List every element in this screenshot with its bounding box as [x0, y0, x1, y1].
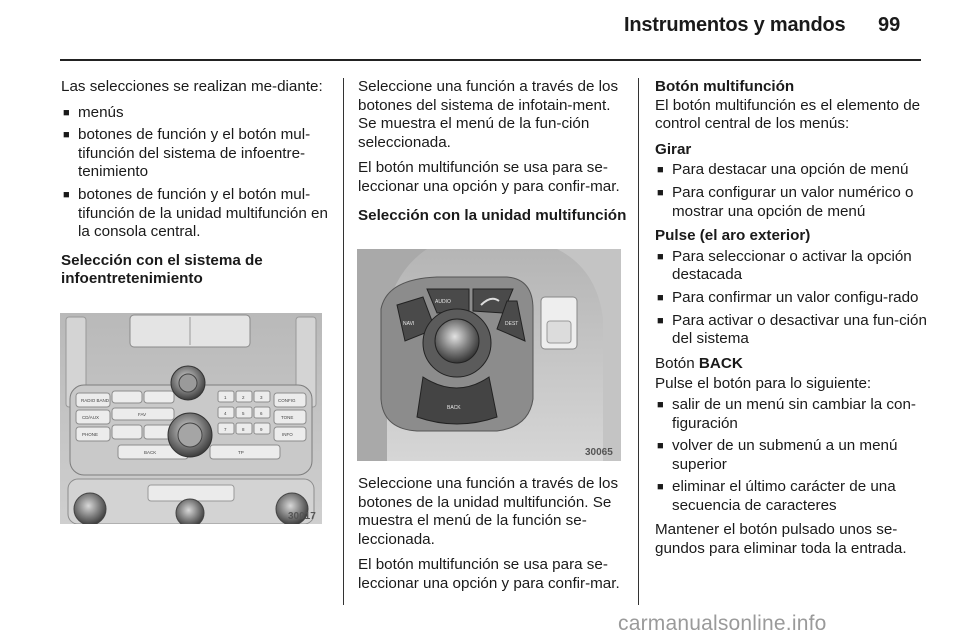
back-intro: Pulse el botón para lo siguiente:: [655, 375, 872, 393]
bullet-icon: ■: [657, 291, 664, 304]
pulse-label: Pulse (el aro exterior): [655, 227, 811, 245]
list-item-text: Para activar o desactivar una fun-ción del sistema: [672, 311, 927, 348]
infotainment-panel-figure: [60, 313, 322, 524]
preset-6-label: 6: [260, 411, 263, 416]
fav-label: FAV: [138, 412, 147, 417]
col2-paragraph: Seleccione una función a través de los botones de la unidad multifunción. Se muestra el menú de la función se-leccionada.: [358, 475, 619, 548]
list-item: [655, 312, 927, 349]
list-item: [655, 161, 927, 180]
col3-heading: Botón multifunción: [655, 78, 795, 95]
infotainment-panel-illustration: [60, 313, 322, 524]
girar-list: [655, 161, 927, 221]
col1-heading: Selección con el sistema de infoentretenimiento: [61, 251, 263, 288]
page-number: 99: [878, 14, 901, 36]
preset-8-label: 8: [242, 427, 245, 432]
tp-label: TP: [238, 450, 244, 455]
col2-paragraph: Seleccione una función a través de los botones del sistema de infotain-ment. Se muestra el menú de la fun-ción seleccionada.: [358, 78, 619, 151]
audio-button-label: AUDIO: [435, 299, 451, 305]
pulse-list: [655, 248, 927, 349]
list-item-text: Para configurar un valor numérico o mostrar una opción de menú: [672, 183, 914, 220]
col2-paragraph: El botón multifunción se usa para se-leccionar una opción y para confir-mar.: [358, 556, 620, 592]
header-rule: [60, 59, 921, 61]
dest-button-label: DEST: [505, 321, 519, 327]
list-item: [655, 289, 927, 308]
list-item-text: botones de función y el botón mul-tifunción del sistema de infoentre-tenimiento: [78, 126, 311, 181]
back-label: BACK: [144, 450, 157, 455]
col1-intro: Las selecciones se realizan me-diante:: [61, 78, 323, 95]
figure-number: 30065: [585, 447, 613, 458]
info-label: INFO: [282, 432, 293, 437]
navi-button-label: NAVI: [403, 321, 415, 327]
back-button-label: BACK: [447, 405, 461, 411]
list-item-text: Para seleccionar o activar la opción destacada: [672, 247, 912, 284]
list-item-text: eliminar el último carácter de una secuencia de caracteres: [672, 478, 896, 514]
back-list: [655, 396, 927, 516]
bullet-icon: ■: [657, 440, 664, 453]
list-item-text: volver de un submenú a un menú superior: [672, 437, 898, 473]
column-2: [358, 78, 628, 232]
radio-band-label: RADIO BAND: [81, 398, 110, 403]
preset-9-label: 9: [260, 427, 263, 432]
bullet-icon: ■: [657, 186, 664, 199]
column-2-lower: [358, 475, 628, 601]
column-1: [61, 78, 331, 296]
list-item: [61, 186, 331, 242]
column-3: [655, 78, 927, 566]
list-item: [655, 478, 927, 515]
preset-4-label: 4: [224, 411, 227, 416]
list-item: [655, 396, 927, 433]
col2-heading: Selección con la unidad multifunción: [358, 206, 627, 224]
bullet-icon: ■: [657, 250, 664, 263]
preset-1-label: 1: [224, 395, 227, 400]
col2-paragraph: El botón multifunción se usa para se-leccionar una opción y para confir-mar.: [358, 159, 620, 195]
bullet-icon: ■: [657, 164, 664, 177]
list-item: [655, 184, 927, 221]
col1-bullet-list: [61, 104, 331, 242]
phone-label: PHONE: [82, 432, 99, 437]
col3-intro: El botón multifunción es el elemento de control central de los menús:: [655, 96, 921, 133]
bullet-icon: ■: [657, 481, 664, 494]
tone-label: TONE: [281, 415, 294, 420]
watermark: carmanualsonline.info: [618, 612, 827, 635]
config-label: CONFIG: [278, 398, 296, 403]
bullet-icon: ■: [657, 398, 664, 411]
bullet-icon: ■: [63, 129, 70, 142]
page-header-title: Instrumentos y mandos: [624, 14, 846, 36]
list-item-text: botones de función y el botón mul-tifunción de la unidad multifunción en la consola central.: [78, 185, 328, 241]
list-item-text: Para destacar una opción de menú: [672, 161, 909, 179]
list-item-text: Para confirmar un valor configu-rado: [672, 288, 919, 306]
bullet-icon: ■: [63, 188, 70, 201]
multifunction-knob: [435, 319, 479, 363]
cd-aux-label: CD/AUX: [82, 415, 100, 420]
list-item-text: salir de un menú sin cambiar la con-figuración: [672, 395, 916, 432]
list-item: [61, 126, 331, 182]
bullet-icon: ■: [657, 314, 664, 327]
preset-2-label: 2: [242, 395, 245, 400]
list-item: [655, 437, 927, 474]
column-divider: [343, 78, 344, 605]
figure-number: 30017: [288, 511, 316, 522]
preset-5-label: 5: [242, 411, 245, 416]
multifunction-unit-figure: [357, 249, 621, 461]
list-item: [655, 248, 927, 285]
back-prefix: Botón: [655, 354, 699, 372]
preset-7-label: 7: [224, 427, 227, 432]
girar-label: Girar: [655, 140, 692, 158]
multifunction-unit-illustration: [357, 249, 621, 461]
list-item: [61, 104, 331, 123]
back-button-name: BACK: [698, 354, 743, 372]
col3-outro: Mantener el botón pulsado unos se-gundos para eliminar toda la entrada.: [655, 521, 907, 558]
bullet-icon: ■: [63, 106, 70, 119]
back-button-line: [655, 355, 927, 374]
preset-3-label: 3: [260, 395, 263, 400]
column-divider: [638, 78, 639, 605]
list-item-text: menús: [78, 103, 124, 121]
